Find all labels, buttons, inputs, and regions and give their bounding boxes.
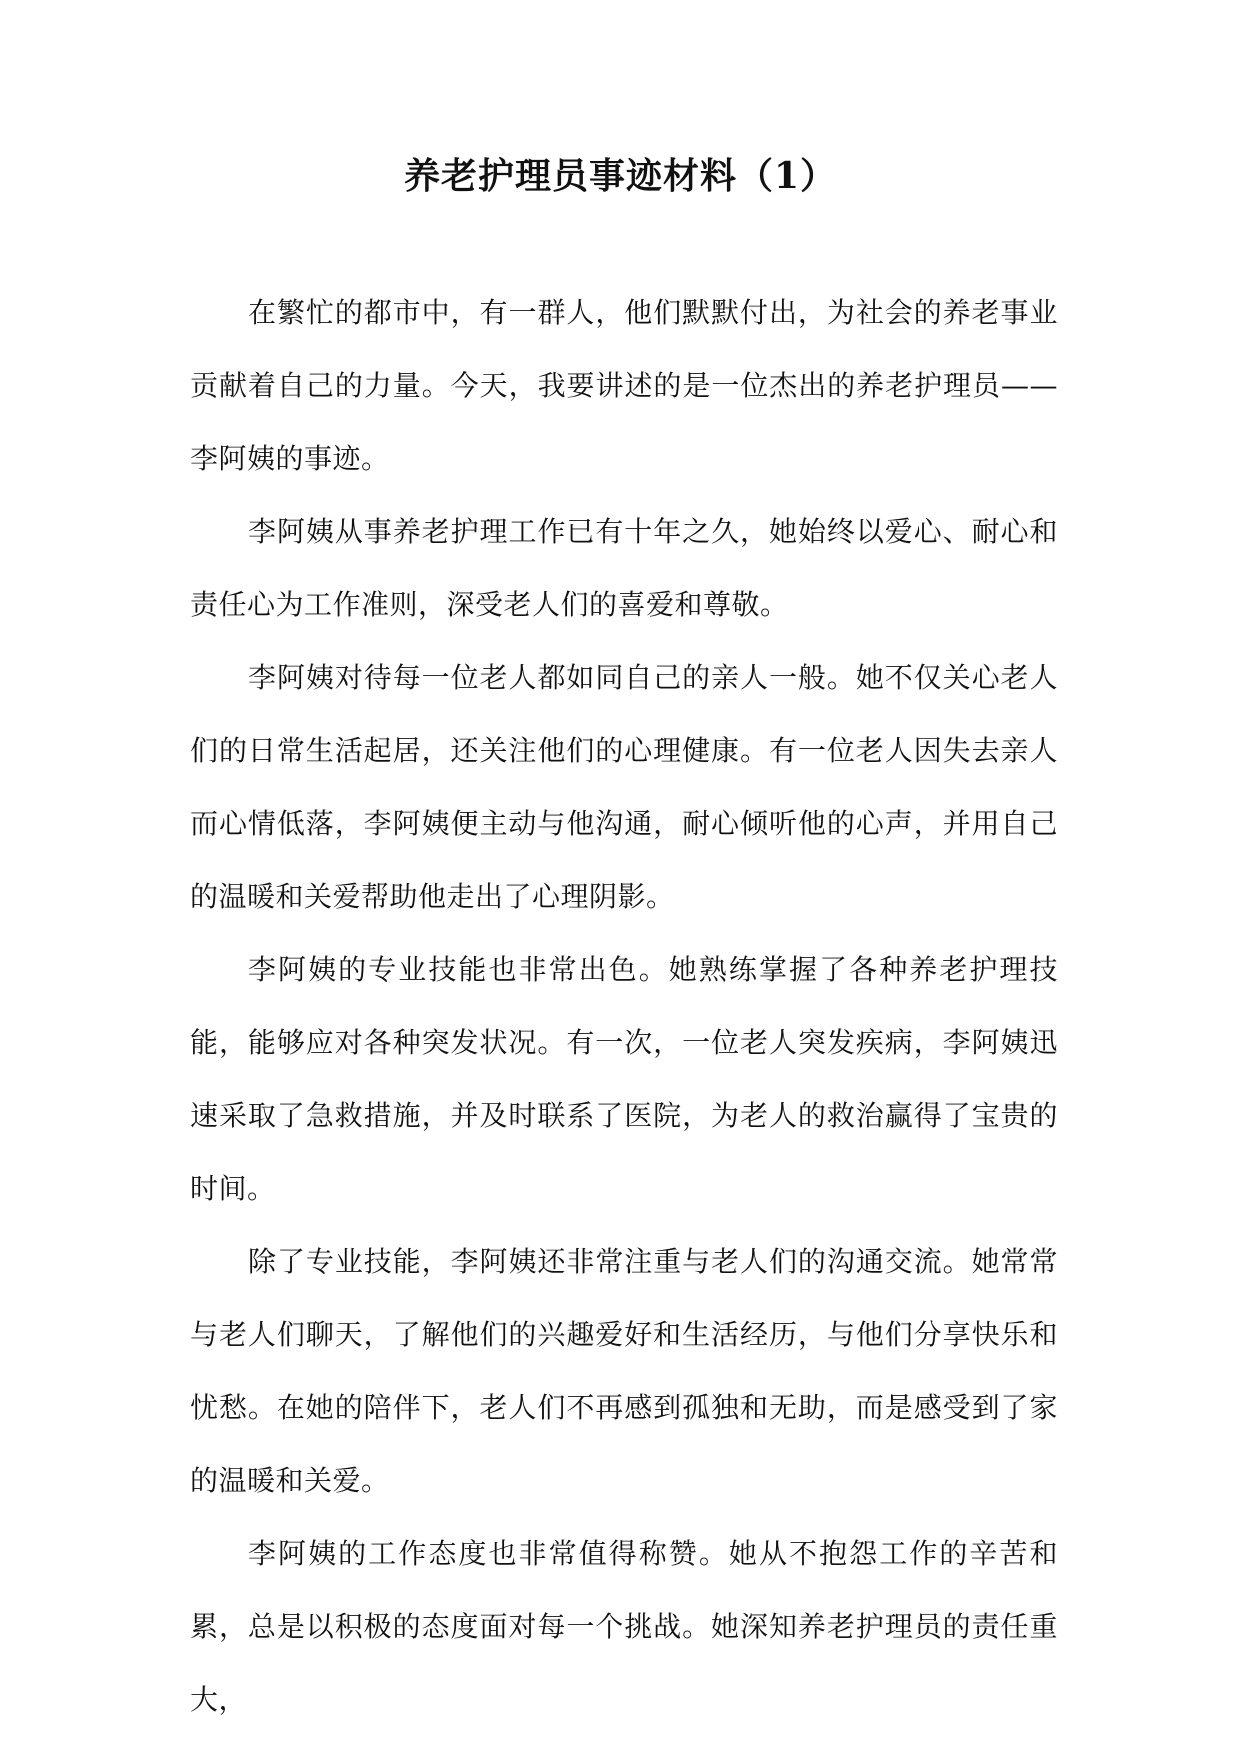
document-body (190, 276, 1058, 1736)
paragraph-3: 李阿姨对待每一位老人都如同自己的亲人一般。她不仅关心老人们的日常生活起居，还关注他们的心理健康。有一位老人因失去亲人而心情低落，李阿姨便主动与他沟通，耐心倾听他的心声，并用自己的温暖和关爱帮助他走出了心理阴影。 (190, 661, 1058, 913)
paragraph-2: 李阿姨从事养老护理工作已有十年之久，她始终以爱心、耐心和责任心为工作准则，深受老人们的喜爱和尊敬。 (190, 515, 1058, 621)
paragraph-5: 除了专业技能，李阿姨还非常注重与老人们的沟通交流。她常常与老人们聊天，了解他们的兴趣爱好和生活经历，与他们分享快乐和忧愁。在她的陪伴下，老人们不再感到孤独和无助，而是感受到了家的温暖和关爱。 (190, 1245, 1058, 1497)
paragraph-6: 李阿姨的工作态度也非常值得称赞。她从不抱怨工作的辛苦和累，总是以积极的态度面对每一个挑战。她深知养老护理员的责任重大， (190, 1537, 1058, 1716)
document-title: 养老护理员事迹材料（1） (403, 155, 838, 197)
paragraph-4: 李阿姨的专业技能也非常出色。她熟练掌握了各种养老护理技能，能够应对各种突发状况。有一次，一位老人突发疾病，李阿姨迅速采取了急救措施，并及时联系了医院，为老人的救治赢得了宝贵的时间。 (190, 953, 1058, 1205)
paragraph-1: 在繁忙的都市中，有一群人，他们默默付出，为社会的养老事业贡献着自己的力量。今天，我要讲述的是一位杰出的养老护理员——李阿姨的事迹。 (190, 296, 1058, 475)
